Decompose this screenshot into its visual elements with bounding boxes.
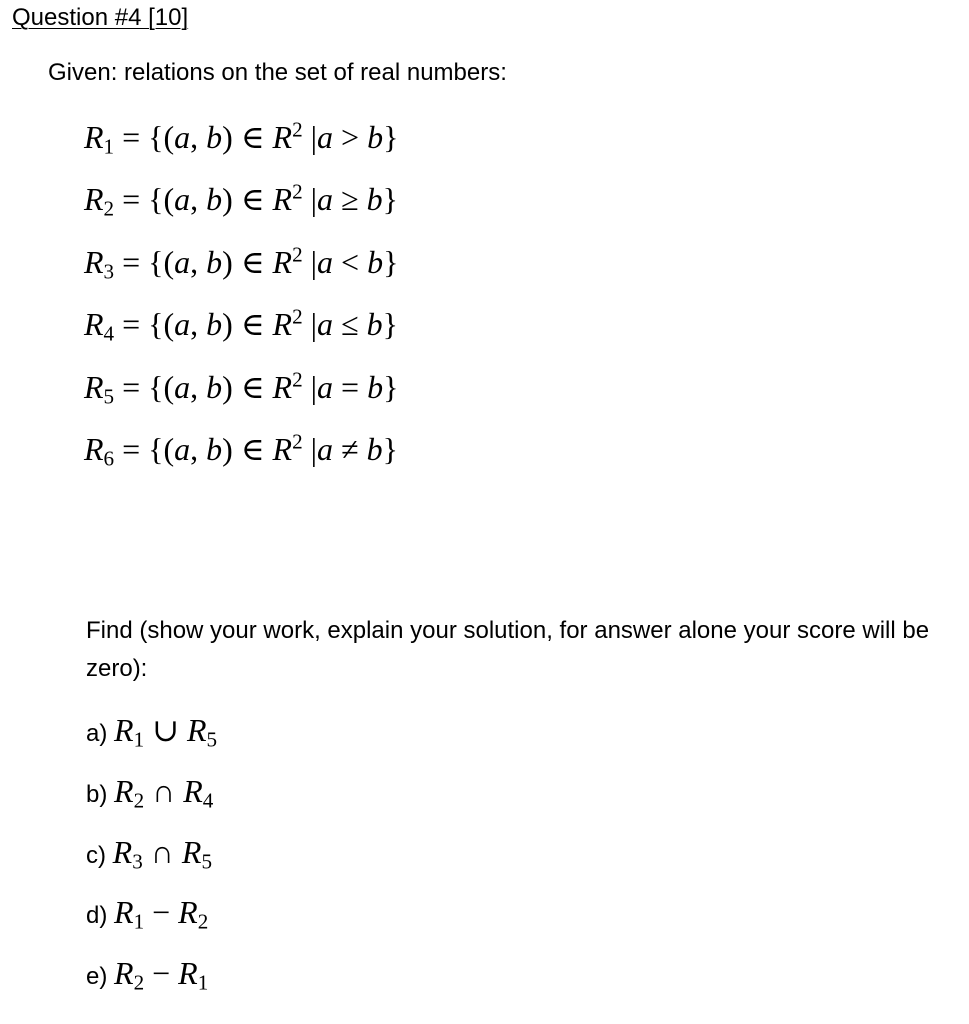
superscript: 2 [292, 117, 303, 142]
bar: | [302, 244, 318, 280]
item-letter: a) [86, 720, 115, 747]
set-operator: − [144, 955, 179, 991]
cond-lhs: a [317, 369, 334, 405]
var-a: a [174, 181, 191, 217]
item-letter: e) [86, 963, 115, 990]
relation-eq: = {( [114, 244, 175, 280]
set-operator: ∩ [142, 834, 182, 870]
relation-r4 [84, 304, 398, 344]
relation-name: R [84, 244, 104, 280]
item-letter: d) [86, 902, 115, 929]
comma: , [190, 119, 207, 155]
left-operand: R [114, 894, 134, 930]
left-subscript: 3 [132, 849, 143, 874]
element-of: ) ∈ [222, 306, 273, 342]
relation-r3 [84, 242, 398, 282]
left-operand: R [112, 834, 133, 870]
right-subscript: 1 [197, 970, 209, 995]
cond-lhs: a [317, 181, 334, 217]
set-operator: − [144, 894, 179, 930]
cond-rhs: b [366, 181, 383, 217]
bar: | [302, 431, 318, 467]
bar: | [302, 181, 318, 217]
item-expression [114, 955, 209, 995]
var-b: b [206, 119, 223, 155]
right-operand: R [178, 894, 198, 930]
close-brace: } [382, 181, 398, 217]
relation-name: R [84, 119, 104, 155]
item-expression [112, 834, 212, 874]
cond-rhs: b [367, 119, 384, 155]
left-subscript: 2 [133, 970, 145, 995]
item-b [86, 771, 213, 818]
var-b: b [206, 431, 223, 467]
set-r: R [272, 369, 293, 405]
left-operand: R [114, 773, 134, 809]
superscript: 2 [292, 242, 303, 267]
var-b: b [206, 306, 223, 342]
item-letter: c) [86, 842, 113, 869]
cond-op: ≤ [333, 306, 367, 342]
left-operand: R [114, 712, 134, 748]
set-r: R [272, 244, 293, 280]
relation-r1 [84, 117, 398, 157]
item-expression [114, 894, 209, 934]
element-of: ) ∈ [222, 181, 273, 217]
close-brace: } [382, 431, 398, 467]
set-r: R [272, 181, 293, 217]
var-b: b [206, 369, 223, 405]
superscript: 2 [292, 367, 303, 392]
var-a: a [174, 369, 191, 405]
set-r: R [272, 119, 293, 155]
comma: , [190, 431, 207, 467]
var-a: a [174, 431, 191, 467]
relation-r6 [84, 429, 398, 469]
item-expression [114, 773, 214, 813]
relation-eq: = {( [114, 369, 175, 405]
element-of: ) ∈ [222, 244, 273, 280]
cond-rhs: b [367, 244, 384, 280]
right-subscript: 4 [202, 788, 214, 813]
cond-rhs: b [367, 369, 384, 405]
relation-subscript: 1 [103, 134, 115, 159]
element-of: ) ∈ [222, 119, 273, 155]
set-operator: ∪ [144, 712, 187, 748]
right-subscript: 2 [197, 909, 209, 934]
instruction-text: Find (show your work, explain your solution, for answer alone your score will be zero): [86, 617, 930, 682]
right-operand: R [181, 834, 202, 870]
left-subscript: 1 [133, 909, 145, 934]
relation-subscript: 5 [103, 384, 115, 409]
comma: , [190, 181, 207, 217]
close-brace: } [383, 244, 399, 280]
relation-subscript: 6 [103, 446, 115, 471]
relation-name: R [84, 306, 104, 342]
superscript: 2 [292, 304, 303, 329]
relation-r5 [84, 367, 398, 407]
close-brace: } [383, 369, 399, 405]
var-a: a [174, 306, 191, 342]
element-of: ) ∈ [222, 431, 273, 467]
superscript: 2 [292, 179, 303, 204]
left-subscript: 2 [133, 788, 145, 813]
item-d [86, 892, 208, 939]
relation-name: R [84, 431, 104, 467]
right-operand: R [186, 712, 207, 748]
item-a [86, 710, 217, 757]
var-b: b [206, 181, 223, 217]
given-text: Given: relations on the set of real numbers: [48, 59, 507, 86]
cond-op: = [333, 369, 368, 405]
relation-eq: = {( [114, 181, 175, 217]
cond-lhs: a [317, 119, 334, 155]
right-subscript: 5 [206, 727, 218, 752]
item-c [86, 832, 212, 879]
cond-lhs: a [317, 306, 334, 342]
relation-eq: = {( [114, 306, 175, 342]
cond-lhs: a [317, 244, 334, 280]
var-a: a [174, 119, 191, 155]
close-brace: } [382, 306, 398, 342]
right-subscript: 5 [201, 849, 212, 874]
item-expression [114, 712, 218, 752]
comma: , [190, 369, 207, 405]
cond-op: > [333, 119, 368, 155]
left-subscript: 1 [133, 727, 145, 752]
var-a: a [174, 244, 191, 280]
item-letter: b) [86, 781, 115, 808]
cond-op: ≥ [333, 181, 367, 217]
item-e [86, 953, 208, 1000]
question-heading: Question #4 [10] [12, 4, 189, 31]
right-operand: R [178, 955, 198, 991]
cond-op: < [333, 244, 368, 280]
relation-eq: = {( [114, 431, 175, 467]
set-r: R [272, 306, 293, 342]
bar: | [302, 369, 318, 405]
relation-eq: = {( [114, 119, 175, 155]
cond-rhs: b [366, 306, 383, 342]
var-b: b [206, 244, 223, 280]
bar: | [302, 119, 318, 155]
left-operand: R [114, 955, 134, 991]
relation-subscript: 2 [103, 196, 115, 221]
relation-subscript: 3 [103, 259, 115, 284]
element-of: ) ∈ [222, 369, 273, 405]
relation-r2 [84, 179, 398, 219]
cond-rhs: b [366, 431, 383, 467]
comma: , [190, 306, 207, 342]
set-operator: ∩ [144, 773, 184, 809]
bar: | [302, 306, 318, 342]
right-operand: R [183, 773, 203, 809]
comma: , [190, 244, 207, 280]
cond-op: ≠ [333, 431, 367, 467]
relation-name: R [84, 369, 104, 405]
close-brace: } [383, 119, 399, 155]
set-r: R [272, 431, 293, 467]
relation-subscript: 4 [103, 321, 115, 346]
cond-lhs: a [317, 431, 334, 467]
relation-name: R [84, 181, 104, 217]
superscript: 2 [292, 429, 303, 454]
